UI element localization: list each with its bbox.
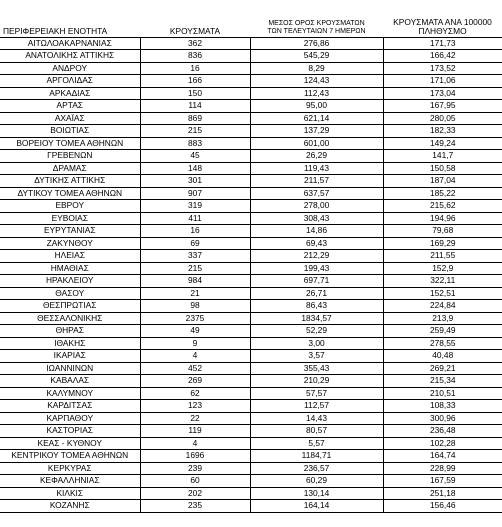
- table-row: [0, 450, 502, 463]
- cell-avg7: 278,00: [250, 200, 383, 213]
- cell-cases: 62: [140, 387, 250, 400]
- cell-region: ΗΜΑΘΙΑΣ: [0, 262, 140, 275]
- cell-region: ΕΥΒΟΙΑΣ: [0, 212, 140, 225]
- cell-cases: 452: [140, 362, 250, 375]
- cell-per100k: 169,29: [383, 237, 502, 250]
- cell-avg7: 26,29: [250, 150, 383, 163]
- cell-cases: 235: [140, 500, 250, 513]
- table-header: [0, 0, 502, 37]
- header-cases: ΚΡΟΥΣΜΑΤΑ: [140, 0, 250, 37]
- cell-region: ΚΟΖΑΝΗΣ: [0, 500, 140, 513]
- header-per100k-line1: ΚΡΟΥΣΜΑΤΑ ΑΝΑ 100000: [393, 16, 492, 27]
- cell-region: ΚΕΦΑΛΛΗΝΙΑΣ: [0, 475, 140, 488]
- cell-per100k: 167,59: [383, 475, 502, 488]
- cell-avg7: 164,14: [250, 500, 383, 513]
- cell-avg7: 697,71: [250, 275, 383, 288]
- header-avg7-line2: ΤΩΝ ΤΕΛΕΥΤΑΙΩΝ 7 ΗΜΕΡΩΝ: [267, 27, 366, 35]
- cell-avg7: 86,43: [250, 300, 383, 313]
- cell-cases: 215: [140, 125, 250, 138]
- cell-region: ΔΡΑΜΑΣ: [0, 162, 140, 175]
- cell-avg7: 1834,57: [250, 312, 383, 325]
- cell-region: ΔΥΤΙΚΗΣ ΑΤΤΙΚΗΣ: [0, 175, 140, 188]
- header-region: ΠΕΡΙΦΕΡΕΙΑΚΗ ΕΝΟΤΗΤΑ: [0, 0, 140, 37]
- cell-per100k: 224,84: [383, 300, 502, 313]
- cell-region: ΗΛΕΙΑΣ: [0, 250, 140, 263]
- cell-cases: 4: [140, 350, 250, 363]
- cell-region: ΘΕΣΠΡΩΤΙΑΣ: [0, 300, 140, 313]
- cell-region: ΒΟΙΩΤΙΑΣ: [0, 125, 140, 138]
- cell-cases: 4: [140, 437, 250, 450]
- table-row: [0, 275, 502, 288]
- cell-avg7: 26,71: [250, 287, 383, 300]
- table-row: [0, 250, 502, 263]
- cell-region: ΑΧΑΪΑΣ: [0, 112, 140, 125]
- cell-cases: 869: [140, 112, 250, 125]
- cell-region: ΚΕΑΣ - ΚΥΘΝΟΥ: [0, 437, 140, 450]
- cell-avg7: 69,43: [250, 237, 383, 250]
- header-per100k-line2: ΠΛΗΘΥΣΜΟ: [418, 25, 467, 36]
- cell-per100k: 152,51: [383, 287, 502, 300]
- cell-region: ΖΑΚΥΝΘΟΥ: [0, 237, 140, 250]
- cell-per100k: 173,04: [383, 87, 502, 100]
- cell-cases: 98: [140, 300, 250, 313]
- cell-avg7: 3,57: [250, 350, 383, 363]
- cell-per100k: 215,34: [383, 375, 502, 388]
- cell-avg7: 545,29: [250, 50, 383, 63]
- cell-per100k: 280,05: [383, 112, 502, 125]
- cell-region: ΑΝΔΡΟΥ: [0, 62, 140, 75]
- cell-avg7: 52,29: [250, 325, 383, 338]
- cell-avg7: 236,57: [250, 462, 383, 475]
- table-row: [0, 350, 502, 363]
- cell-region: ΙΚΑΡΙΑΣ: [0, 350, 140, 363]
- cell-region: ΘΑΣΟΥ: [0, 287, 140, 300]
- cell-region: ΚΕΝΤΡΙΚΟΥ ΤΟΜΕΑ ΑΘΗΝΩΝ: [0, 450, 140, 463]
- cell-cases: 166: [140, 75, 250, 88]
- table-row: [0, 37, 502, 50]
- cell-per100k: 194,96: [383, 212, 502, 225]
- cell-per100k: 149,24: [383, 137, 502, 150]
- cell-cases: 9: [140, 337, 250, 350]
- cell-per100k: 182,33: [383, 125, 502, 138]
- cell-per100k: 278,55: [383, 337, 502, 350]
- cell-cases: 114: [140, 100, 250, 113]
- table-row: [0, 87, 502, 100]
- cell-region: ΘΕΣΣΑΛΟΝΙΚΗΣ: [0, 312, 140, 325]
- cell-region: ΚΕΡΚΥΡΑΣ: [0, 462, 140, 475]
- cell-per100k: 259,49: [383, 325, 502, 338]
- cell-avg7: 276,86: [250, 37, 383, 50]
- cell-region: ΔΥΤΙΚΟΥ ΤΟΜΕΑ ΑΘΗΝΩΝ: [0, 187, 140, 200]
- cell-avg7: 137,29: [250, 125, 383, 138]
- cell-per100k: 40,48: [383, 350, 502, 363]
- cell-cases: 60: [140, 475, 250, 488]
- cell-cases: 45: [140, 150, 250, 163]
- cell-cases: 49: [140, 325, 250, 338]
- cell-avg7: 621,14: [250, 112, 383, 125]
- table-body: [0, 37, 502, 512]
- cell-region: ΑΙΤΩΛΟΑΚΑΡΝΑΝΙΑΣ: [0, 37, 140, 50]
- table-row: [0, 212, 502, 225]
- table-row: [0, 175, 502, 188]
- cell-per100k: 156,46: [383, 500, 502, 513]
- cell-cases: 319: [140, 200, 250, 213]
- cell-per100k: 251,18: [383, 487, 502, 500]
- cell-cases: 150: [140, 87, 250, 100]
- table-row: [0, 325, 502, 338]
- cell-region: ΚΑΒΑΛΑΣ: [0, 375, 140, 388]
- cell-avg7: 601,00: [250, 137, 383, 150]
- cell-avg7: 1184,71: [250, 450, 383, 463]
- cell-avg7: 80,57: [250, 425, 383, 438]
- table-row: [0, 425, 502, 438]
- cell-region: ΚΑΣΤΟΡΙΑΣ: [0, 425, 140, 438]
- table-row: [0, 200, 502, 213]
- table-row: [0, 262, 502, 275]
- cell-avg7: 199,43: [250, 262, 383, 275]
- cell-cases: 1696: [140, 450, 250, 463]
- cell-avg7: 130,14: [250, 487, 383, 500]
- cell-region: ΓΡΕΒΕΝΩΝ: [0, 150, 140, 163]
- table-row: [0, 500, 502, 513]
- cell-cases: 2375: [140, 312, 250, 325]
- cell-per100k: 152,9: [383, 262, 502, 275]
- cell-region: ΑΡΚΑΔΙΑΣ: [0, 87, 140, 100]
- cell-avg7: 14,43: [250, 412, 383, 425]
- cell-region: ΑΡΓΟΛΙΔΑΣ: [0, 75, 140, 88]
- header-avg7: [250, 0, 383, 37]
- cell-avg7: 5,57: [250, 437, 383, 450]
- cell-region: ΕΒΡΟΥ: [0, 200, 140, 213]
- cell-per100k: 102,28: [383, 437, 502, 450]
- cell-cases: 16: [140, 62, 250, 75]
- cell-avg7: 8,29: [250, 62, 383, 75]
- cell-per100k: 213,9: [383, 312, 502, 325]
- cell-region: ΑΝΑΤΟΛΙΚΗΣ ΑΤΤΙΚΗΣ: [0, 50, 140, 63]
- cell-per100k: 173,52: [383, 62, 502, 75]
- table-row: [0, 150, 502, 163]
- cell-region: ΒΟΡΕΙΟΥ ΤΟΜΕΑ ΑΘΗΝΩΝ: [0, 137, 140, 150]
- cell-cases: 984: [140, 275, 250, 288]
- table-row: [0, 225, 502, 238]
- cell-region: ΘΗΡΑΣ: [0, 325, 140, 338]
- cell-per100k: 322,11: [383, 275, 502, 288]
- cell-cases: 301: [140, 175, 250, 188]
- cell-per100k: 166,42: [383, 50, 502, 63]
- table-row: [0, 487, 502, 500]
- cell-avg7: 308,43: [250, 212, 383, 225]
- cell-cases: 148: [140, 162, 250, 175]
- cell-avg7: 3,00: [250, 337, 383, 350]
- cell-avg7: 212,29: [250, 250, 383, 263]
- cell-cases: 362: [140, 37, 250, 50]
- cell-per100k: 269,21: [383, 362, 502, 375]
- table-row: [0, 62, 502, 75]
- table-row: [0, 300, 502, 313]
- cell-region: ΚΙΛΚΙΣ: [0, 487, 140, 500]
- cell-per100k: 108,33: [383, 400, 502, 413]
- cell-cases: 215: [140, 262, 250, 275]
- table-row: [0, 100, 502, 113]
- cell-per100k: 79,68: [383, 225, 502, 238]
- table-row: [0, 475, 502, 488]
- table-row: [0, 112, 502, 125]
- table-row: [0, 412, 502, 425]
- cell-per100k: 300,96: [383, 412, 502, 425]
- table-row: [0, 50, 502, 63]
- cell-avg7: 211,57: [250, 175, 383, 188]
- cell-avg7: 119,43: [250, 162, 383, 175]
- cell-cases: 269: [140, 375, 250, 388]
- cell-region: ΙΘΑΚΗΣ: [0, 337, 140, 350]
- cell-avg7: 60,29: [250, 475, 383, 488]
- table-row: [0, 187, 502, 200]
- cell-region: ΚΑΡΔΙΤΣΑΣ: [0, 400, 140, 413]
- cell-avg7: 14,86: [250, 225, 383, 238]
- cell-region: ΗΡΑΚΛΕΙΟΥ: [0, 275, 140, 288]
- cell-per100k: 228,99: [383, 462, 502, 475]
- cell-cases: 337: [140, 250, 250, 263]
- table-row: [0, 375, 502, 388]
- table-row: [0, 125, 502, 138]
- table-row: [0, 162, 502, 175]
- cell-cases: 202: [140, 487, 250, 500]
- table-row: [0, 137, 502, 150]
- table-row: [0, 287, 502, 300]
- cell-avg7: 95,00: [250, 100, 383, 113]
- cell-cases: 907: [140, 187, 250, 200]
- cell-avg7: 210,29: [250, 375, 383, 388]
- cell-avg7: 112,43: [250, 87, 383, 100]
- cell-cases: 411: [140, 212, 250, 225]
- table-row: [0, 75, 502, 88]
- table-row: [0, 400, 502, 413]
- cell-avg7: 124,43: [250, 75, 383, 88]
- cell-cases: 883: [140, 137, 250, 150]
- header-avg7-line1: ΜΕΣΟΣ ΟΡΟΣ ΚΡΟΥΣΜΑΤΩΝ: [268, 19, 365, 27]
- cell-per100k: 167,95: [383, 100, 502, 113]
- cell-region: ΚΑΡΠΑΘΟΥ: [0, 412, 140, 425]
- cell-region: ΑΡΤΑΣ: [0, 100, 140, 113]
- cell-cases: 69: [140, 237, 250, 250]
- cell-per100k: 215,62: [383, 200, 502, 213]
- cell-per100k: 141,7: [383, 150, 502, 163]
- cell-cases: 123: [140, 400, 250, 413]
- table-row: [0, 237, 502, 250]
- cell-cases: 22: [140, 412, 250, 425]
- table-row: [0, 362, 502, 375]
- table-row: [0, 337, 502, 350]
- cell-avg7: 57,57: [250, 387, 383, 400]
- cell-per100k: 150,58: [383, 162, 502, 175]
- cell-avg7: 637,57: [250, 187, 383, 200]
- cell-cases: 836: [140, 50, 250, 63]
- cell-cases: 16: [140, 225, 250, 238]
- cell-cases: 21: [140, 287, 250, 300]
- cell-per100k: 185,22: [383, 187, 502, 200]
- cell-cases: 119: [140, 425, 250, 438]
- cell-cases: 239: [140, 462, 250, 475]
- cell-region: ΙΩΑΝΝΙΝΩΝ: [0, 362, 140, 375]
- cell-per100k: 187,04: [383, 175, 502, 188]
- table-row: [0, 462, 502, 475]
- cell-region: ΕΥΡΥΤΑΝΙΑΣ: [0, 225, 140, 238]
- cell-per100k: 171,73: [383, 37, 502, 50]
- header-per100k: [383, 0, 502, 37]
- table-row: [0, 437, 502, 450]
- cell-region: ΚΑΛΥΜΝΟΥ: [0, 387, 140, 400]
- table-row: [0, 387, 502, 400]
- cell-avg7: 355,43: [250, 362, 383, 375]
- cell-per100k: 171,06: [383, 75, 502, 88]
- cell-per100k: 236,48: [383, 425, 502, 438]
- cell-avg7: 112,57: [250, 400, 383, 413]
- table-row: [0, 312, 502, 325]
- cell-per100k: 164,74: [383, 450, 502, 463]
- cell-per100k: 210,51: [383, 387, 502, 400]
- cell-per100k: 211,55: [383, 250, 502, 263]
- header-row: [0, 0, 502, 37]
